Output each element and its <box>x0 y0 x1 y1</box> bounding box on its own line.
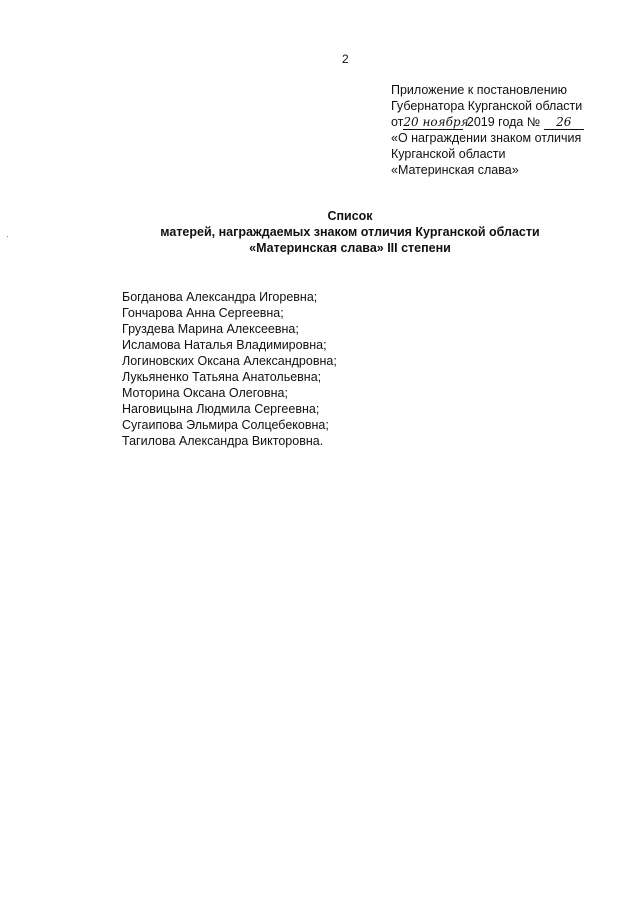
appendix-line-5: Курганской области <box>391 147 506 161</box>
title-line-2: матерей, награждаемых знаком отличия Курганской области <box>160 225 540 239</box>
appendix-line-1: Приложение к постановлению <box>391 83 567 97</box>
date-prefix: от <box>391 115 404 129</box>
date-suffix: 2019 года № <box>466 115 541 129</box>
appendix-line-4: «О награждении знаком отличия <box>391 131 582 145</box>
list-item: Логиновских Оксана Александровна; <box>122 354 337 368</box>
appendix-date-line <box>391 114 631 130</box>
list-item: Груздева Марина Алексеевна; <box>122 322 299 336</box>
handwritten-date: 20 ноября <box>403 115 469 129</box>
appendix-line-6: «Материнская слава» <box>391 163 519 177</box>
title-line-1: Список <box>327 209 373 223</box>
title-line-3: «Материнская слава» III степени <box>249 241 451 255</box>
list-item: Богданова Александра Игоревна; <box>122 290 318 304</box>
list-item: Гончарова Анна Сергеевна; <box>122 306 284 320</box>
appendix-line-2: Губернатора Курганской области <box>391 99 583 113</box>
list-item: Тагилова Александра Викторовна. <box>122 434 324 448</box>
document-title <box>0 208 640 256</box>
names-list <box>122 289 337 449</box>
page-number: 2 <box>342 52 349 66</box>
list-item: Моторина Оксана Олеговна; <box>122 386 288 400</box>
list-item: Наговицына Людмила Сергеевна; <box>122 402 320 416</box>
list-item: Исламова Наталья Владимировна; <box>122 338 327 352</box>
appendix-header <box>391 82 631 178</box>
list-item: Сугаипова Эльмира Солцебековна; <box>122 418 329 432</box>
list-item: Лукьяненко Татьяна Анатольевна; <box>122 370 322 384</box>
handwritten-number: 26 <box>544 116 584 130</box>
